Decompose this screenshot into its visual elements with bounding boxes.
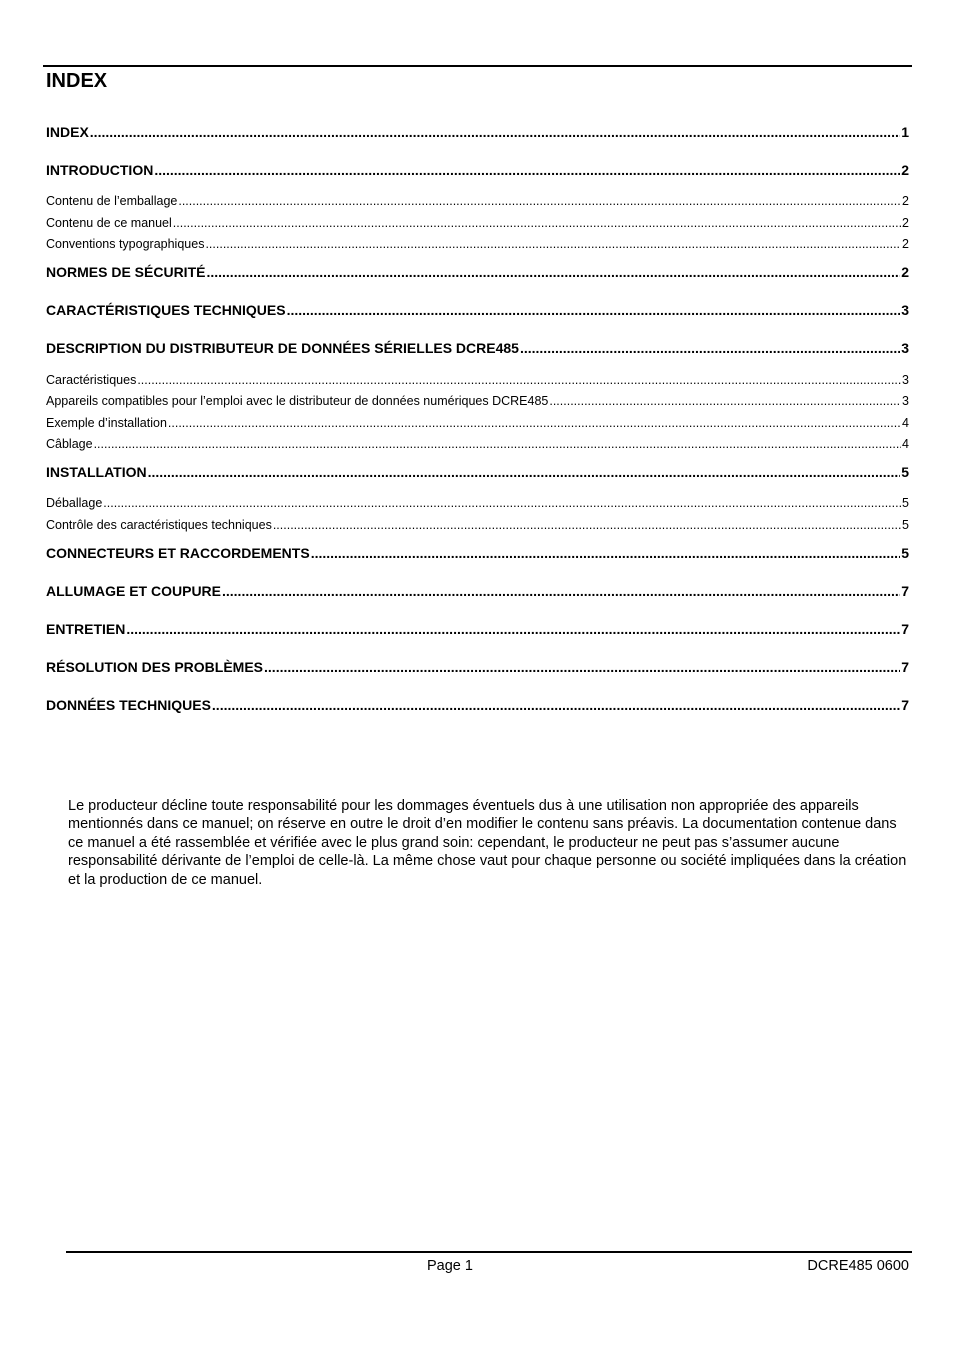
toc-entry[interactable] [46, 236, 909, 252]
toc-leader-dots [287, 301, 901, 319]
toc-leader-dots [520, 339, 900, 357]
toc-entry[interactable] [46, 393, 909, 409]
header-rule [43, 65, 912, 67]
toc-entry-label: INDEX [46, 124, 89, 140]
toc-entry-label: ALLUMAGE ET COUPURE [46, 583, 221, 599]
toc-entry-label: Déballage [46, 496, 103, 510]
toc-entry-label: Exemple d’installation [46, 416, 167, 430]
toc-entry[interactable] [46, 696, 909, 714]
toc-entry[interactable] [46, 301, 909, 319]
toc-leader-dots [148, 463, 901, 481]
toc-entry-label: Caractéristiques [46, 373, 137, 387]
toc-entry[interactable] [46, 161, 909, 179]
toc-entry-page: 7 [901, 659, 909, 675]
toc-entry-label: INTRODUCTION [46, 162, 154, 178]
toc-entry[interactable] [46, 215, 909, 231]
toc-entry[interactable] [46, 658, 909, 676]
toc-entry[interactable] [46, 582, 909, 600]
toc-entry[interactable] [46, 544, 909, 562]
toc-entry-page: 2 [902, 237, 909, 251]
toc-entry-page: 5 [902, 496, 909, 510]
toc-entry-page: 5 [901, 464, 909, 480]
toc-entry-label: Contenu de l’emballage [46, 194, 178, 208]
toc-entry-page: 4 [902, 416, 909, 430]
toc-leader-dots [206, 263, 900, 281]
toc-entry-label: NORMES DE SÉCURITÉ [46, 264, 206, 280]
toc-entry-page: 2 [901, 162, 909, 178]
toc-entry-page: 3 [902, 373, 909, 387]
toc-entry-page: 7 [901, 621, 909, 637]
toc-entry-page: 7 [901, 697, 909, 713]
toc-entry-page: 5 [901, 545, 909, 561]
toc-entry-page: 2 [902, 194, 909, 208]
toc-entry[interactable] [46, 193, 909, 209]
toc-leader-dots [212, 696, 900, 714]
toc-entry[interactable] [46, 463, 909, 481]
toc-leader-dots [126, 620, 900, 638]
toc-entry[interactable] [46, 123, 909, 141]
toc-entry-page: 3 [901, 302, 909, 318]
toc-entry[interactable] [46, 263, 909, 281]
toc-entry-label: CARACTÉRISTIQUES TECHNIQUES [46, 302, 286, 318]
toc-entry-page: 3 [901, 340, 909, 356]
toc-leader-dots [168, 415, 901, 431]
toc-entry[interactable] [46, 495, 909, 511]
toc-entry-label: RÉSOLUTION DES PROBLÈMES [46, 659, 264, 675]
toc-entry[interactable] [46, 620, 909, 638]
toc-leader-dots [264, 658, 900, 676]
toc-entry-page: 4 [902, 437, 909, 451]
toc-entry-label: CONNECTEURS ET RACCORDEMENTS [46, 545, 310, 561]
toc-entry-page: 1 [901, 124, 909, 140]
toc-leader-dots [173, 215, 901, 231]
toc-leader-dots [205, 236, 901, 252]
toc-leader-dots [137, 372, 901, 388]
toc-leader-dots [154, 161, 900, 179]
toc-entry-page: 5 [902, 518, 909, 532]
toc-entry-label: Contrôle des caractéristiques techniques [46, 518, 272, 532]
footer-page-number: Page 1 [427, 1258, 473, 1274]
toc-leader-dots [178, 193, 901, 209]
toc-entry-page: 3 [902, 394, 909, 408]
toc-leader-dots [90, 123, 900, 141]
toc-leader-dots [311, 544, 901, 562]
toc-entry-label: DONNÉES TECHNIQUES [46, 697, 211, 713]
toc-entry-page: 2 [902, 216, 909, 230]
toc-entry[interactable] [46, 372, 909, 388]
toc-entry-label: Câblage [46, 437, 93, 451]
toc-leader-dots [222, 582, 900, 600]
toc-entry-page: 2 [901, 264, 909, 280]
page-title: INDEX [46, 70, 108, 92]
toc-leader-dots [273, 517, 901, 533]
toc-entry-page: 7 [901, 583, 909, 599]
toc-leader-dots [94, 436, 901, 452]
toc-entry[interactable] [46, 517, 909, 533]
toc-leader-dots [103, 495, 901, 511]
toc-entry-label: DESCRIPTION DU DISTRIBUTEUR DE DONNÉES SÉRIELLES DCRE485 [46, 340, 519, 356]
disclaimer-text: Le producteur décline toute responsabilité pour les dommages éventuels dus à une utilisation non appropriée des appareils mentionnés dans ce manuel; on réserve en outre le droit d’en modifier le contenu sans préavis. La documentation contenue dans ce manuel a été rassemblée et vérifiée avec le plus grand soin: cependant, le producteur ne peut pas s’assumer aucune responsabilité dérivante de l’emploi de celle-là. La même chose vaut pour chaque personne ou société impliquées dans la création et la production de ce manuel. [68, 798, 907, 888]
toc-entry[interactable] [46, 436, 909, 452]
toc-entry-label: Contenu de ce manuel [46, 216, 172, 230]
toc-leader-dots [549, 393, 901, 409]
footer-document-code: DCRE485 0600 [807, 1258, 909, 1274]
toc-entry-label: Appareils compatibles pour l’emploi avec le distributeur de données numériques DCRE485 [46, 394, 549, 408]
footer-rule [66, 1251, 912, 1253]
toc-entry-label: INSTALLATION [46, 464, 147, 480]
toc-entry[interactable] [46, 339, 909, 357]
toc-entry[interactable] [46, 415, 909, 431]
toc-entry-label: ENTRETIEN [46, 621, 126, 637]
toc-entry-label: Conventions typographiques [46, 237, 205, 251]
